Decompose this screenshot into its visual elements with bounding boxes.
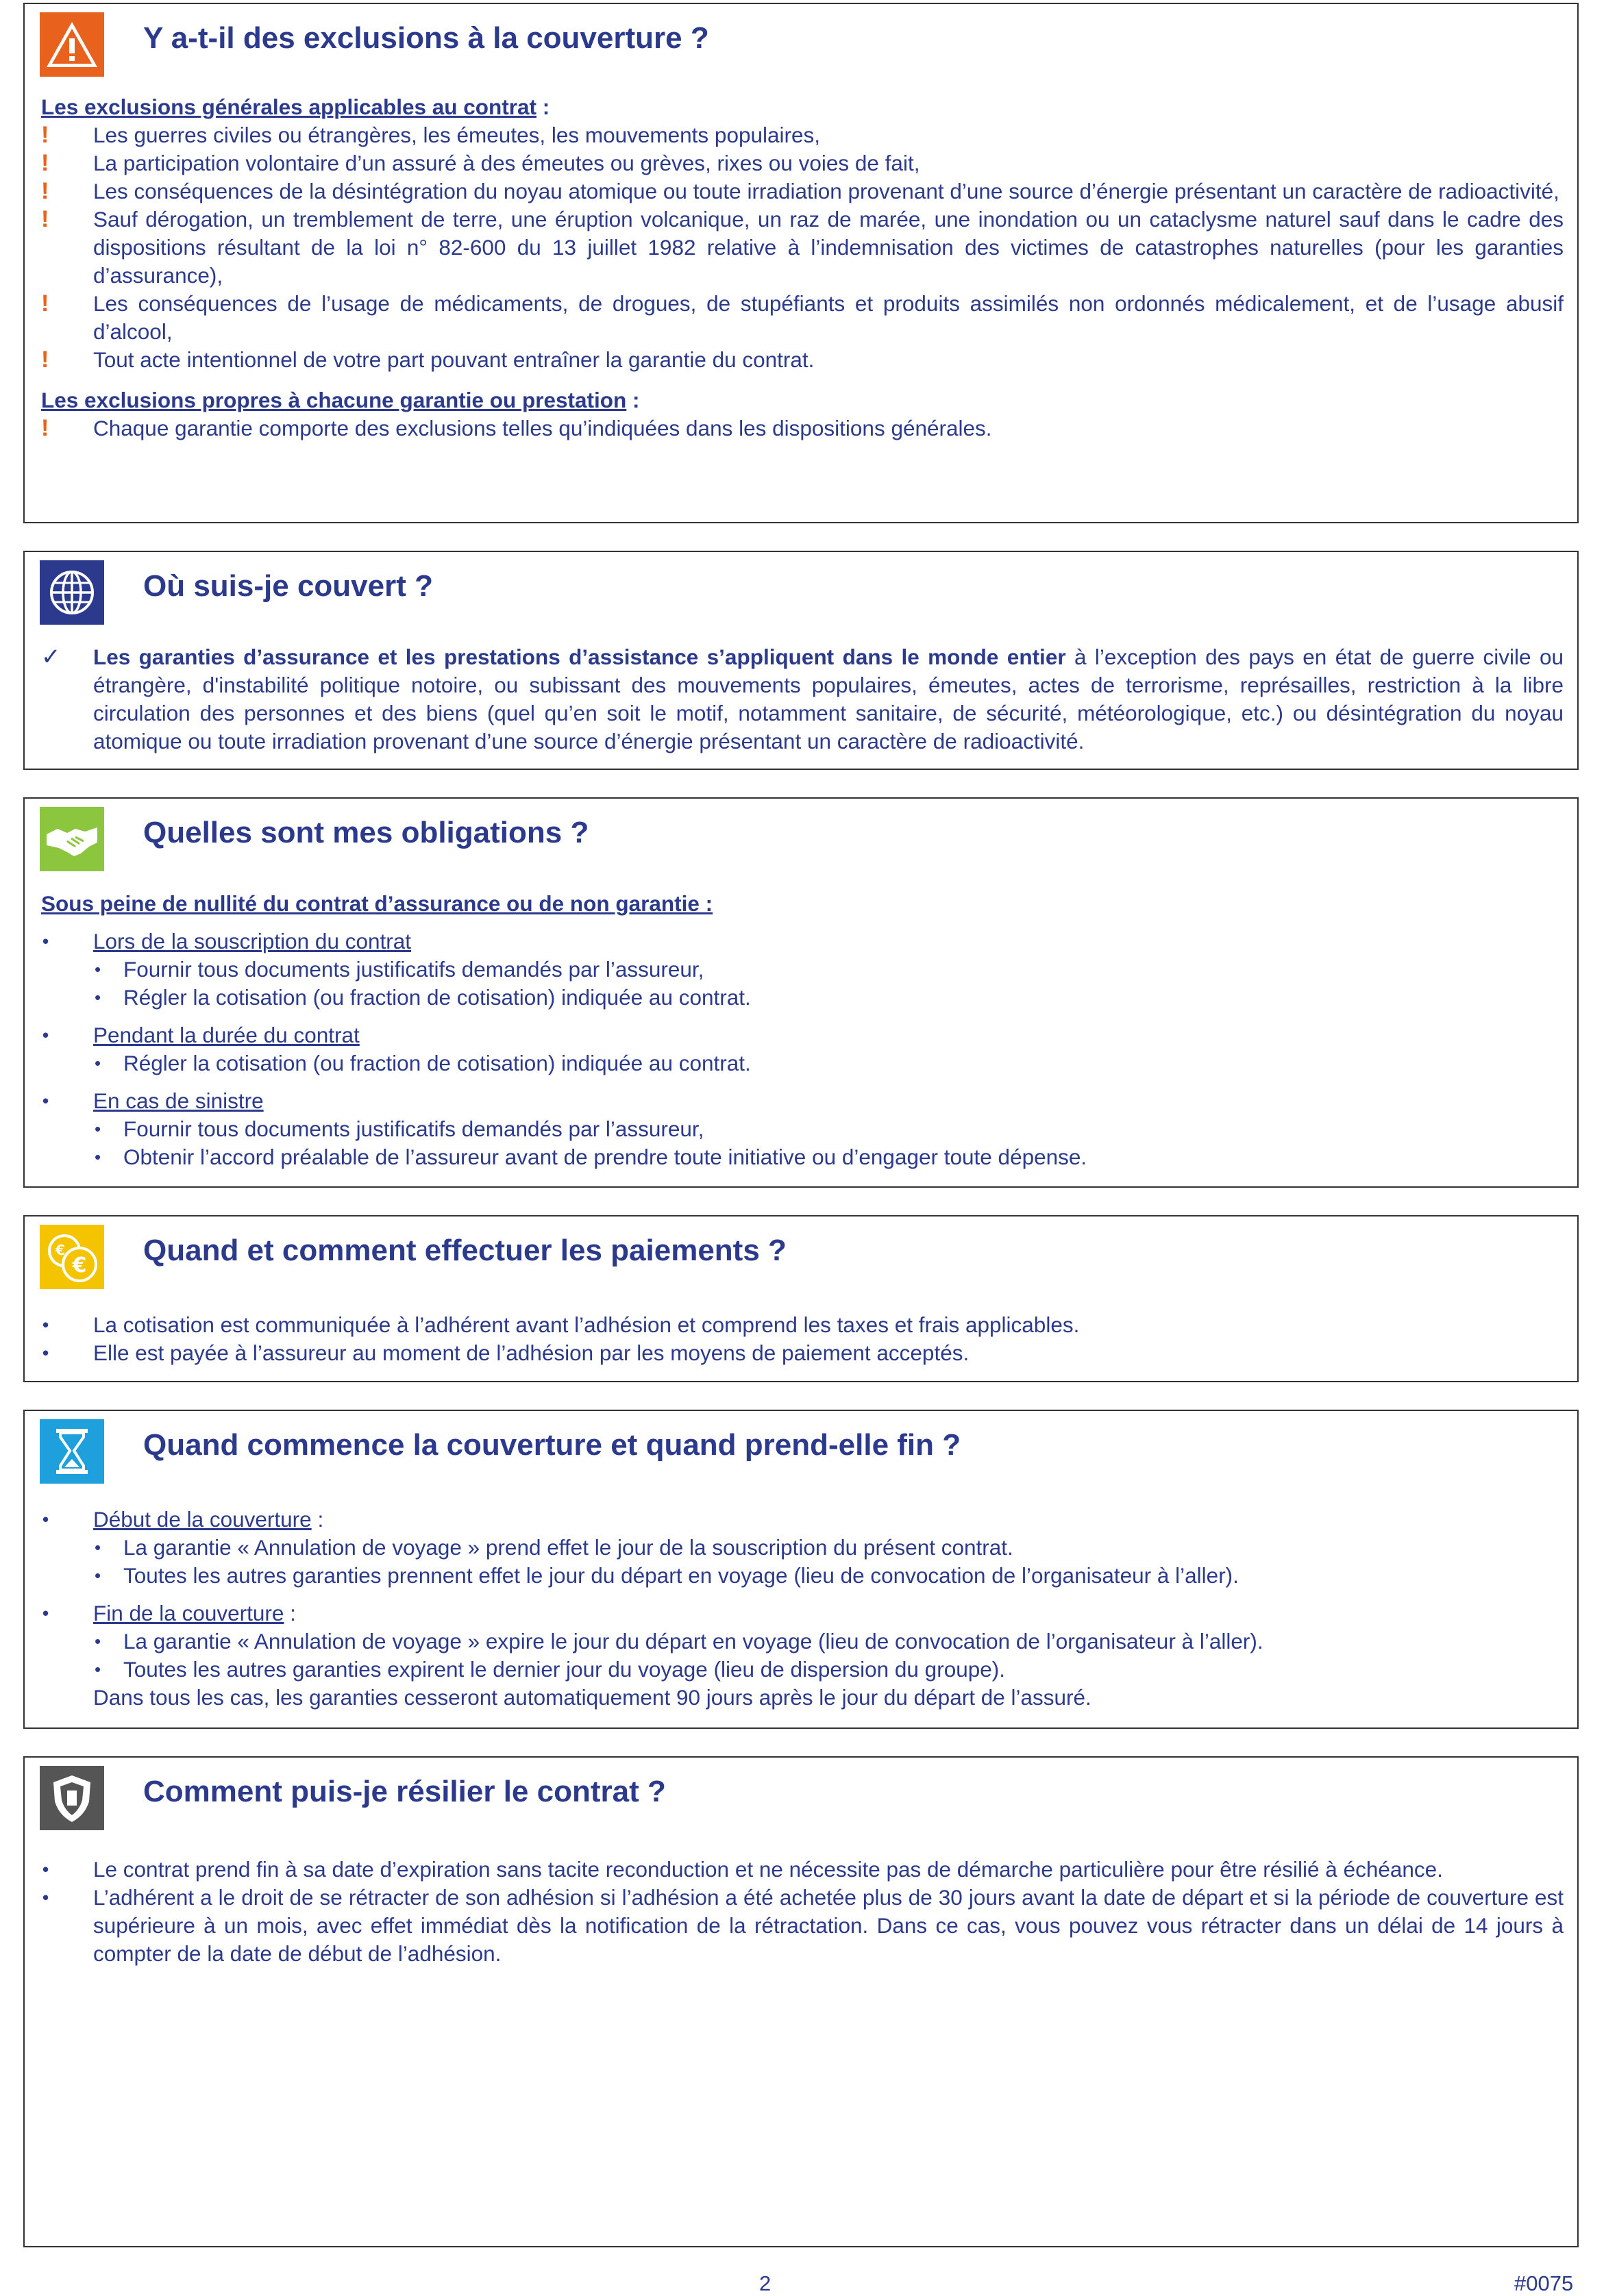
exclusions-content: Les exclusions générales applicables au contrat : ! Les guerres civiles ou étrangères, les émeutes, les mouvements populaires, ! La participation volontaire d’un assuré à des émeutes ou grèves, rixes ou voies de fait, ! Les conséquences de la désintégration du noyau atomique ou toute irradiation provenant d’une source d’énergie présentant un caractère de radioactivité, ! Sauf dérogation, un tremblement de terre, une éruption volcanique, un raz de marée, une inondation ou un cataclysme naturel sauf dans le cadre des dispositions résultant de la loi n° 82-600 du 13 juillet 1982 relative à l’indemnisation des victimes de catastrophes naturelles (pour les garanties d’assurance), ! Les conséquences de l’usage de médicaments, de drogues, de stupéfiants et produits assimilés non ordonnés médicalement, et de l’usage abusif d’alcool, ! Tout acte intentionnel de votre part pouvant entraîner la garantie du contrat. Les exclusions propres à chacune garantie ou prestation : ! Chaque garantie comporte des exclusions telles qu’indiquées dans les dispositions générales. xyxy=(41,95,1564,441)
exclusions-section xyxy=(23,3,1579,523)
obligations-section xyxy=(23,797,1579,1188)
section-title: Où suis-je couvert ? xyxy=(143,569,433,603)
section-title: Quand et comment effectuer les paiements ? xyxy=(143,1234,787,1267)
coverage-area-section xyxy=(23,551,1579,770)
coverage-area-content xyxy=(41,643,1564,756)
bullet: • xyxy=(42,1090,49,1111)
specific-exclusions-heading: Les exclusions propres à chacune garantie ou prestation xyxy=(41,388,627,412)
bullet: • xyxy=(42,931,49,951)
section-title: Comment puis-je résilier le contrat ? xyxy=(143,1775,666,1808)
sub-list-item: • La garantie « Annulation de voyage » prend effet le jour de la souscription du présent contrat. xyxy=(95,1535,1013,1560)
list-item: • En cas de sinistre xyxy=(41,1087,1564,1115)
sub-list-item: • Toutes les autres garanties prennent effet le jour du départ en voyage (lieu de convocation de l’organisateur à l’aller). xyxy=(95,1563,1239,1588)
coverage-period-content xyxy=(41,1506,1564,1712)
bullet: • xyxy=(42,1603,49,1623)
list-item: • Fin de la couverture : xyxy=(41,1599,1564,1627)
exclamation-icon: ! xyxy=(41,122,49,148)
list-item: ! Les conséquences de la désintégration du noyau atomique ou toute irradiation provenant d’une source d’énergie présentant un caractère de radioactivité, xyxy=(41,178,1559,204)
section-title: Y a-t-il des exclusions à la couverture ? xyxy=(143,21,709,55)
exclamation-icon: ! xyxy=(41,415,49,441)
sub-list-item: • Fournir tous documents justificatifs demandés par l’assureur, xyxy=(95,957,704,982)
sub-list-item: • Régler la cotisation (ou fraction de cotisation) indiquée au contrat. xyxy=(95,985,751,1010)
bullet: • xyxy=(42,1025,49,1045)
termination-section xyxy=(23,1756,1579,2247)
list-item: • Elle est payée à l’assureur au moment de l’adhésion par les moyens de paiement acceptés. xyxy=(41,1339,1564,1367)
svg-text:€: € xyxy=(72,1253,87,1277)
exclamation-icon: ! xyxy=(41,290,49,316)
list-item: • Pendant la durée du contrat xyxy=(41,1021,1564,1049)
exclamation-icon: ! xyxy=(41,347,49,373)
sub-list-item: • Fournir tous documents justificatifs demandés par l’assureur, xyxy=(95,1116,704,1141)
list-item: • La cotisation est communiquée à l’adhérent avant l’adhésion et comprend les taxes et frais applicables. xyxy=(41,1311,1564,1339)
shield-icon xyxy=(40,1766,104,1830)
sub-list-item: • Toutes les autres garanties expirent le dernier jour du voyage (lieu de dispersion du groupe). xyxy=(95,1657,1006,1682)
list-item: ! Sauf dérogation, un tremblement de terre, une éruption volcanique, un raz de marée, une inondation ou un cataclysme naturel sauf dans le cadre des dispositions résultant de la loi n° 82-600 du 13 juillet 1982 relative à l’indemnisation des victimes de catastrophes naturelles (pour les garanties d’assurance), xyxy=(41,206,1564,288)
document-code: #0075 xyxy=(1514,2271,1574,2295)
warning-icon xyxy=(40,12,104,77)
coverage-note: Dans tous les cas, les garanties cesseront automatiquement 90 jours après le jour du départ de l’assuré. xyxy=(93,1685,1091,1710)
payments-section xyxy=(23,1215,1579,1382)
list-item: • L’adhérent a le droit de se rétracter de son adhésion si l’adhésion a été achetée plus de 30 jours avant la date de départ et si la période de couverture est supérieure à un mois, avec effet immédiat dès la notification de la rétractation. Dans ce cas, vous pouvez vous rétracter dans un délai de 14 jours à compter de la date de début de l’adhésion. xyxy=(42,1885,1564,1966)
list-item: ! Tout acte intentionnel de votre part pouvant entraîner la garantie du contrat. xyxy=(41,347,815,373)
list-item: • Lors de la souscription du contrat xyxy=(41,927,1564,956)
page-number: 2 xyxy=(759,2271,772,2295)
coverage-period-section xyxy=(23,1410,1579,1729)
section-title: Quelles sont mes obligations ? xyxy=(143,816,589,849)
payments-content xyxy=(41,1311,1564,1367)
general-exclusions-heading: Les exclusions générales applicables au contrat xyxy=(41,95,537,119)
exclamation-icon: ! xyxy=(41,178,49,204)
exclamation-icon: ! xyxy=(41,206,49,232)
bullet: • xyxy=(42,1887,49,1908)
exclamation-icon: ! xyxy=(41,150,49,176)
section-title: Quand commence la couverture et quand prend-elle fin ? xyxy=(143,1428,961,1462)
checkmark-icon: ✓ xyxy=(41,644,61,670)
list-item: ! Les guerres civiles ou étrangères, les émeutes, les mouvements populaires, xyxy=(41,122,821,148)
list-item: ✓ Les garanties d’assurance et les prestations d’assistance s’appliquent dans le monde entier à l’exception des pays en état de guerre civile ou étrangère, d'instabilité politique notoire, ou subissant des mouvements populaires, émeutes, actes de terrorisme, représailles, restriction à la libre circulation des personnes et des biens (quel qu’en soit le motif, notamment sanitaire, de sécurité, météorologique, etc.) ou désintégration du noyau atomique ou toute irradiation provenant d’une source d’énergie présentant un caractère de radioactivité. xyxy=(41,644,1564,753)
hourglass-icon xyxy=(40,1419,104,1484)
bullet: • xyxy=(42,1509,49,1530)
sub-list-item: • La garantie « Annulation de voyage » expire le jour du départ en voyage (lieu de convocation de l’organisateur à l’aller). xyxy=(95,1629,1263,1654)
obligations-content xyxy=(41,890,1564,1171)
list-item: ! Chaque garantie comporte des exclusions telles qu’indiquées dans les dispositions générales. xyxy=(41,415,992,441)
sub-list-item: • Régler la cotisation (ou fraction de cotisation) indiquée au contrat. xyxy=(95,1051,751,1075)
svg-text:€: € xyxy=(55,1242,65,1258)
list-item: ! La participation volontaire d’un assuré à des émeutes ou grèves, rixes ou voies de fait, xyxy=(41,150,920,176)
coins-icon xyxy=(40,1225,104,1289)
obligations-heading: Sous peine de nullité du contrat d’assurance ou de non garantie : xyxy=(41,891,713,916)
list-item: ! Les conséquences de l’usage de médicaments, de drogues, de stupéfiants et produits assimilés non ordonnés médicalement, et de l’usage abusif d’alcool, xyxy=(41,290,1564,344)
termination-content xyxy=(41,1856,1564,1968)
list-item: • Le contrat prend fin à sa date d’expiration sans tacite reconduction et ne nécessite pas de démarche particulière pour être résilié à échéance. xyxy=(41,1856,1564,1884)
sub-list-item: • Obtenir l’accord préalable de l’assureur avant de prendre toute initiative ou d’engager toute dépense. xyxy=(95,1145,1087,1169)
handshake-icon xyxy=(40,807,104,871)
list-item: • Début de la couverture : xyxy=(41,1506,1564,1534)
bullet: • xyxy=(42,1859,49,1880)
globe-icon xyxy=(40,560,104,625)
bullet: • xyxy=(42,1314,49,1335)
bullet: • xyxy=(42,1343,49,1363)
